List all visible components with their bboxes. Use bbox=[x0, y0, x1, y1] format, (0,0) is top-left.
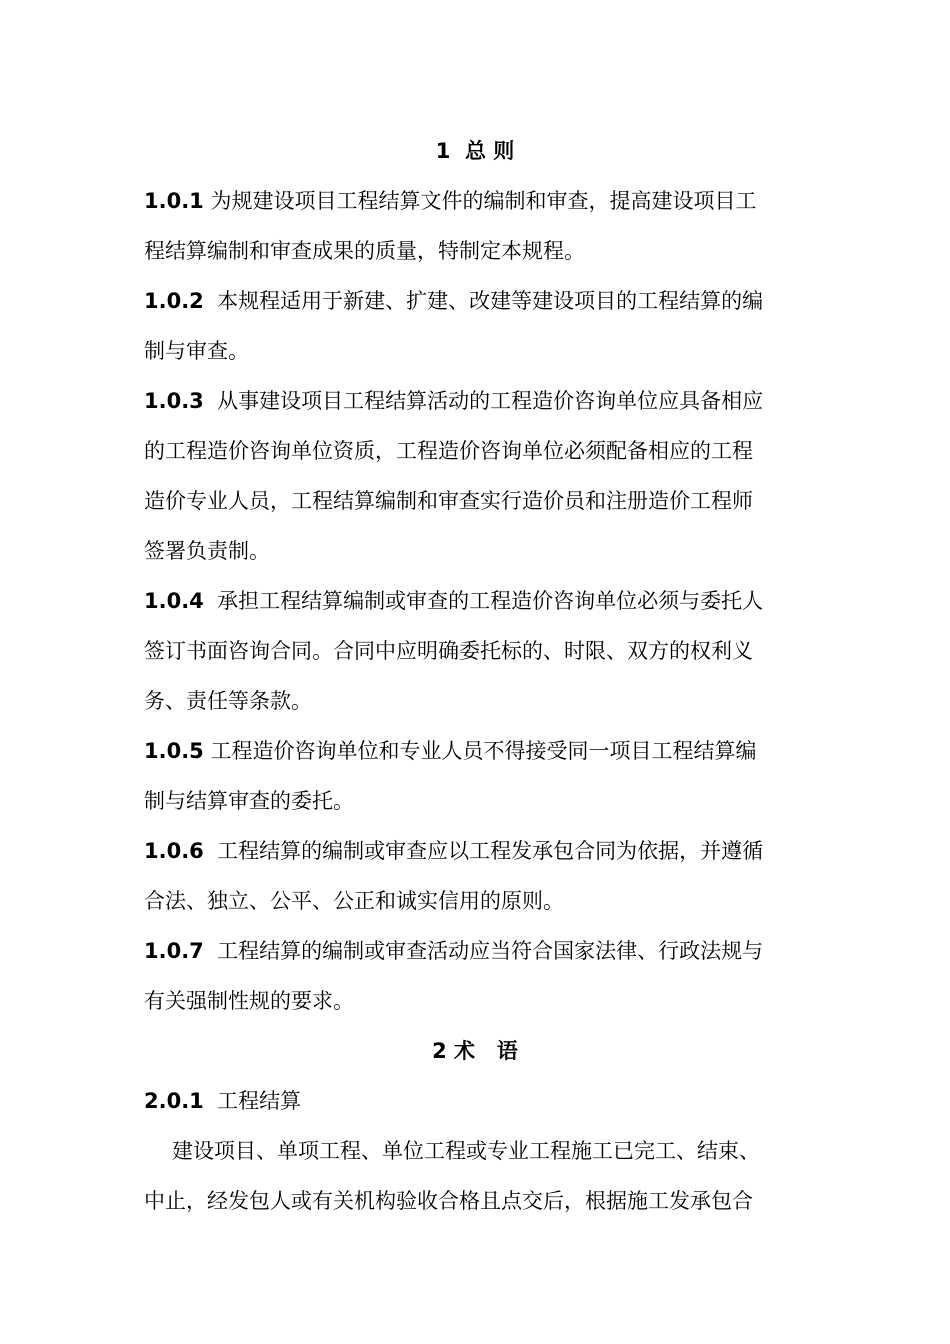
clause-line: 制与结算审查的委托。 bbox=[144, 789, 354, 813]
clause-separator bbox=[204, 1089, 217, 1113]
clause-1-0-3 bbox=[144, 386, 809, 416]
definition-line: 建设项目、单项工程、单位工程或专业工程施工已完工、结束、 bbox=[172, 1139, 760, 1163]
clause-number: 1.0.4 bbox=[144, 589, 204, 613]
clause-line: 签署负责制。 bbox=[144, 539, 270, 563]
clause-text: 本规程适用于新建、扩建、改建等建设项目的工程结算的编 bbox=[217, 289, 764, 313]
clause-text: 从事建设项目工程结算活动的工程造价咨询单位应具备相应 bbox=[217, 389, 764, 413]
clause-1-0-5 bbox=[144, 736, 809, 766]
clause-separator bbox=[204, 589, 217, 613]
clause-line: 的工程造价咨询单位资质，工程造价咨询单位必须配备相应的工程 bbox=[144, 439, 753, 463]
clause-1-0-7 bbox=[144, 936, 809, 966]
clause-text: 工程结算的编制或审查应以工程发承包合同为依据，并遵循 bbox=[217, 839, 764, 863]
clause-number: 1.0.6 bbox=[144, 839, 204, 863]
clause-separator bbox=[204, 939, 217, 963]
clause-1-0-4 bbox=[144, 586, 809, 616]
clause-1-0-6 bbox=[144, 836, 809, 866]
clause-1-0-2 bbox=[144, 286, 809, 316]
clause-text: 为规建设项目工程结算文件的编制和审查，提高建设项目工 bbox=[210, 189, 757, 213]
section-heading-2: 2 术 语 bbox=[432, 1039, 518, 1063]
clause-number: 1.0.5 bbox=[144, 739, 204, 763]
section-heading-1: 1 总 则 bbox=[435, 139, 515, 163]
clause-1-0-1 bbox=[144, 186, 809, 216]
clause-text: 工程结算的编制或审查活动应当符合国家法律、行政法规与 bbox=[217, 939, 764, 963]
clause-number: 1.0.1 bbox=[144, 189, 204, 213]
clause-number: 2.0.1 bbox=[144, 1089, 204, 1113]
clause-line: 有关强制性规的要求。 bbox=[144, 989, 354, 1013]
clause-number: 1.0.3 bbox=[144, 389, 204, 413]
clause-line: 制与审查。 bbox=[144, 339, 249, 363]
clause-line: 造价专业人员，工程结算编制和审查实行造价员和注册造价工程师 bbox=[144, 489, 753, 513]
clause-number: 1.0.2 bbox=[144, 289, 204, 313]
clause-separator bbox=[204, 289, 217, 313]
clause-number: 1.0.7 bbox=[144, 939, 204, 963]
clause-line: 务、责任等条款。 bbox=[144, 689, 312, 713]
clause-text: 承担工程结算编制或审查的工程造价咨询单位必须与委托人 bbox=[217, 589, 764, 613]
clause-text: 工程结算 bbox=[217, 1089, 302, 1113]
clause-line: 签订书面咨询合同。合同中应明确委托标的、时限、双方的权利义 bbox=[144, 639, 753, 663]
clause-separator bbox=[204, 389, 217, 413]
clause-line: 程结算编制和审查成果的质量，特制定本规程。 bbox=[144, 239, 585, 263]
clause-text: 工程造价咨询单位和专业人员不得接受同一项目工程结算编 bbox=[210, 739, 757, 763]
clause-2-0-1 bbox=[144, 1086, 809, 1116]
clause-separator bbox=[204, 839, 217, 863]
clause-line: 合法、独立、公平、公正和诚实信用的原则。 bbox=[144, 889, 564, 913]
definition-line: 中止，经发包人或有关机构验收合格且点交后，根据施工发承包合 bbox=[144, 1189, 753, 1213]
